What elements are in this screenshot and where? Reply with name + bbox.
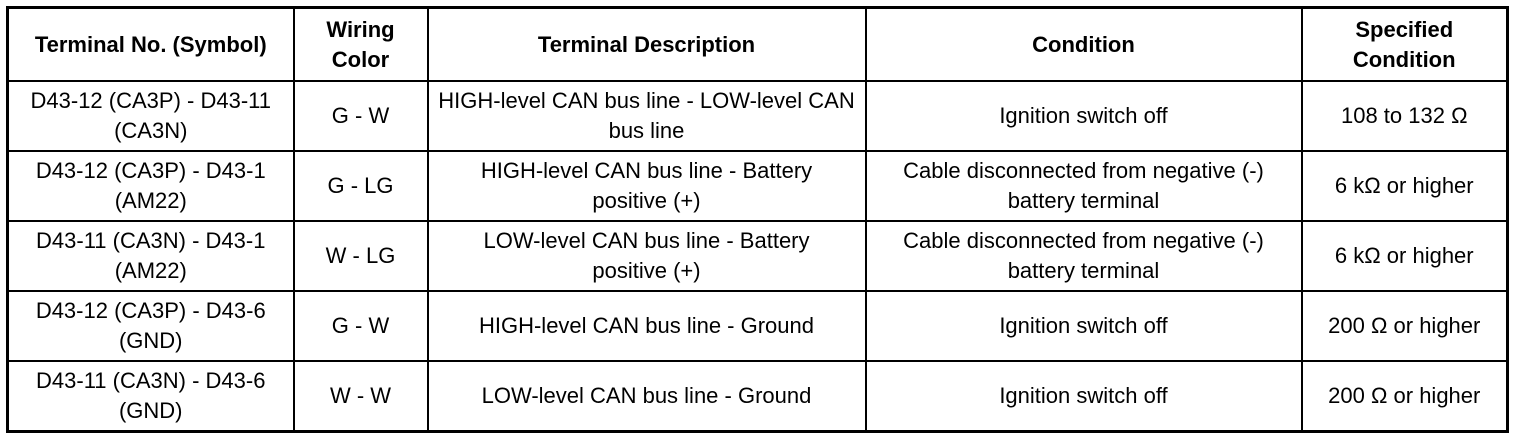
cell-specified: 200 Ω or higher — [1302, 361, 1508, 432]
cell-terminal: D43-12 (CA3P) - D43-1 (AM22) — [8, 151, 294, 221]
cell-condition: Ignition switch off — [866, 361, 1302, 432]
cell-specified: 200 Ω or higher — [1302, 291, 1508, 361]
cell-terminal: D43-11 (CA3N) - D43-6 (GND) — [8, 361, 294, 432]
table-row — [8, 221, 1508, 291]
cell-wiring-color: G - LG — [294, 151, 428, 221]
header-terminal-description: Terminal Description — [428, 8, 866, 82]
table-row — [8, 291, 1508, 361]
cell-terminal: D43-12 (CA3P) - D43-11 (CA3N) — [8, 81, 294, 151]
cell-description: HIGH-level CAN bus line - LOW-level CAN bus line — [428, 81, 866, 151]
cell-wiring-color: G - W — [294, 291, 428, 361]
cell-condition: Cable disconnected from negative (-) battery terminal — [866, 151, 1302, 221]
table-row — [8, 151, 1508, 221]
cell-condition: Ignition switch off — [866, 81, 1302, 151]
cell-terminal: D43-12 (CA3P) - D43-6 (GND) — [8, 291, 294, 361]
cell-condition: Ignition switch off — [866, 291, 1302, 361]
cell-description: LOW-level CAN bus line - Battery positive (+) — [428, 221, 866, 291]
cell-wiring-color: W - W — [294, 361, 428, 432]
table-row — [8, 81, 1508, 151]
terminal-spec-table — [6, 6, 1509, 433]
cell-condition: Cable disconnected from negative (-) battery terminal — [866, 221, 1302, 291]
header-row — [8, 8, 1508, 82]
cell-wiring-color: G - W — [294, 81, 428, 151]
cell-description: LOW-level CAN bus line - Ground — [428, 361, 866, 432]
cell-specified: 6 kΩ or higher — [1302, 221, 1508, 291]
header-specified-condition: Specified Condition — [1302, 8, 1508, 82]
header-wiring-color: Wiring Color — [294, 8, 428, 82]
header-terminal: Terminal No. (Symbol) — [8, 8, 294, 82]
cell-description: HIGH-level CAN bus line - Battery positive (+) — [428, 151, 866, 221]
spec-table-container — [6, 6, 1509, 433]
header-condition: Condition — [866, 8, 1302, 82]
table-row — [8, 361, 1508, 432]
cell-wiring-color: W - LG — [294, 221, 428, 291]
cell-description: HIGH-level CAN bus line - Ground — [428, 291, 866, 361]
cell-specified: 108 to 132 Ω — [1302, 81, 1508, 151]
cell-specified: 6 kΩ or higher — [1302, 151, 1508, 221]
cell-terminal: D43-11 (CA3N) - D43-1 (AM22) — [8, 221, 294, 291]
